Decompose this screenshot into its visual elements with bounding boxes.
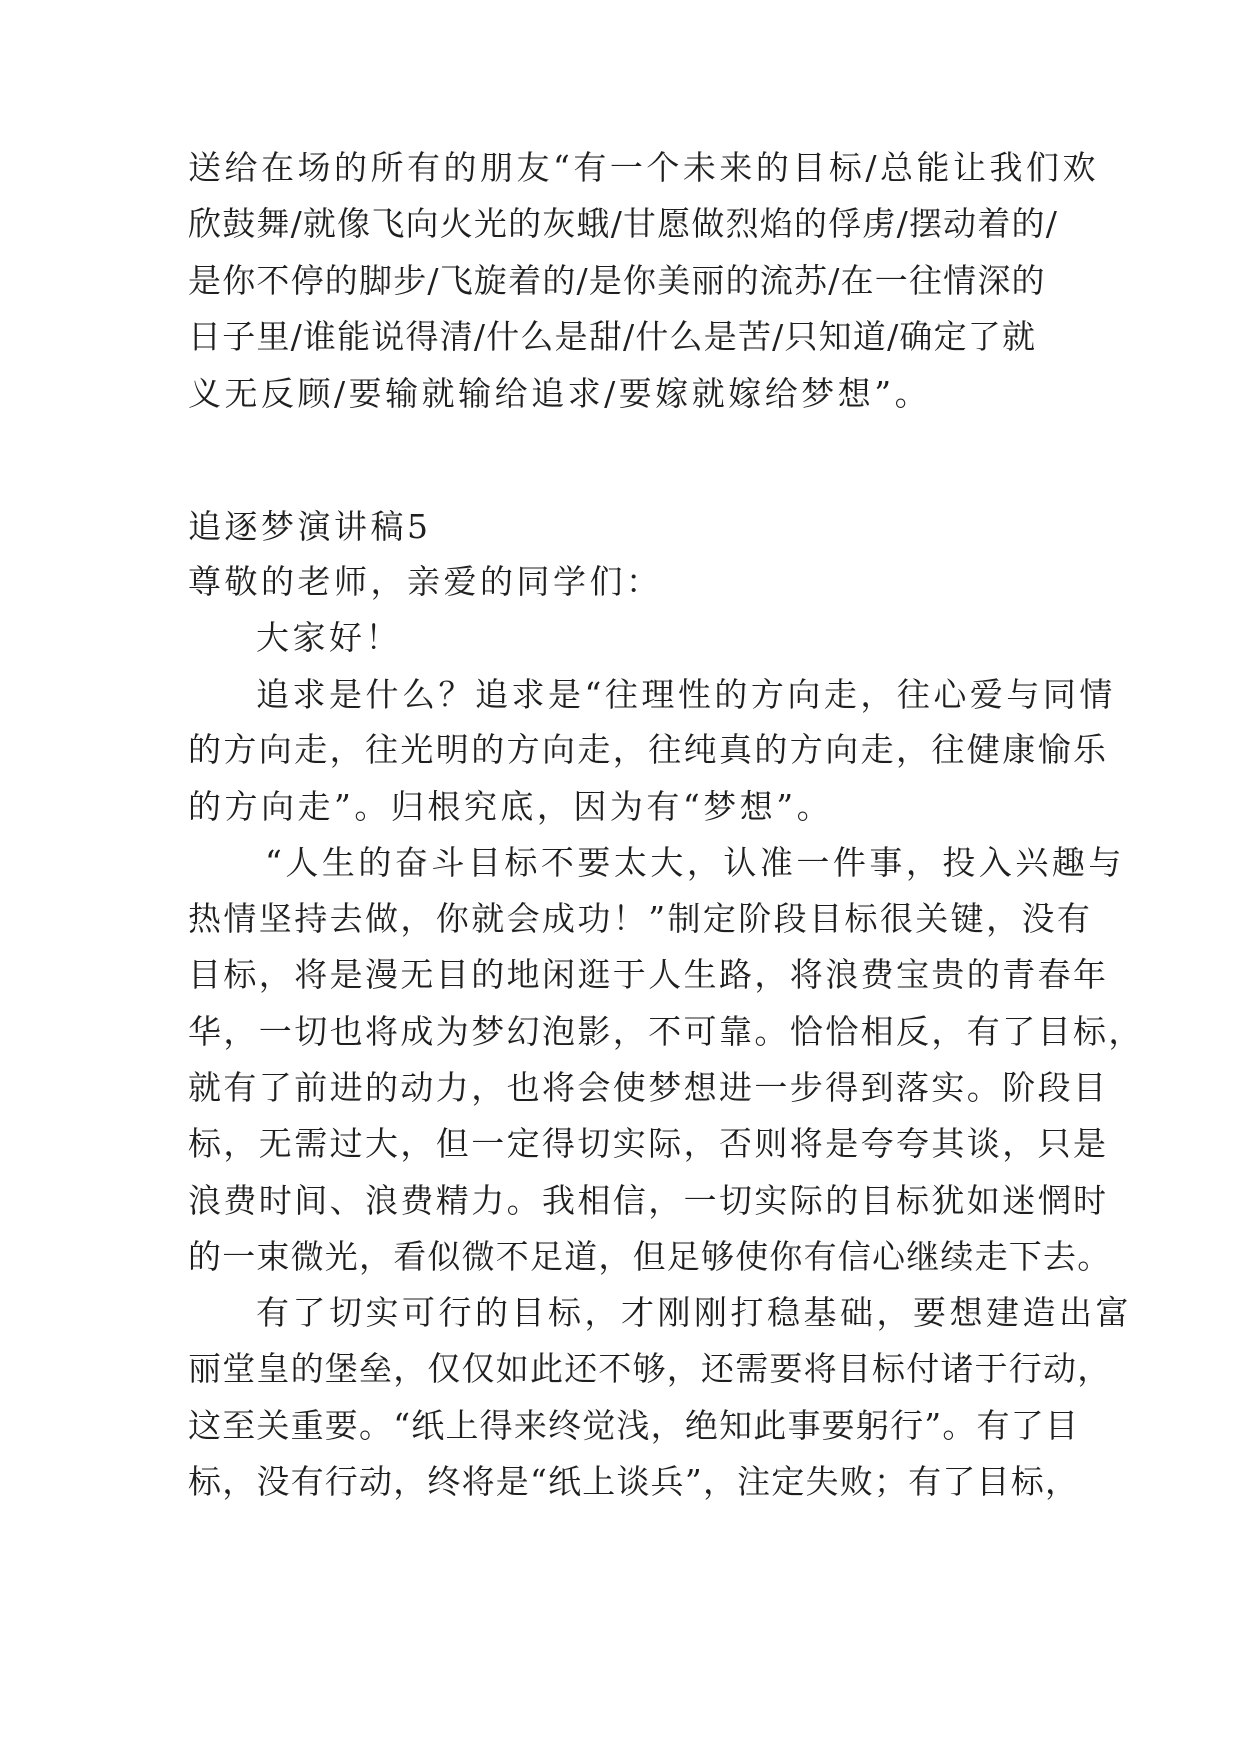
text-line: 的方向走，往光明的方向走，往纯真的方向走，往健康愉乐 (188, 730, 1109, 769)
text-line: “人生的奋斗目标不要太大，认准一件事，投入兴趣与 (265, 843, 1125, 882)
text-line: 追求是什么？追求是“往理性的方向走，往心爱与同情 (256, 675, 1116, 714)
text-line: 标，无需过大，但一定得切实际，否则将是夸夸其谈，只是 (188, 1124, 1109, 1163)
text-line: 日子里/谁能说得清/什么是甜/什么是苦/只知道/确定了就 (188, 317, 1037, 356)
text-line: 送给在场的所有的朋友“有一个未来的目标/总能让我们欢 (188, 148, 1099, 187)
text-line: 欣鼓舞/就像飞向火光的灰蛾/甘愿做烈焰的俘虏/摆动着的/ (188, 204, 1059, 243)
text-line: 丽堂皇的堡垒，仅仅如此还不够，还需要将目标付诸于行动， (188, 1349, 1112, 1388)
text-line: 浪费时间、浪费精力。我相信，一切实际的目标犹如迷惘时 (188, 1181, 1109, 1220)
text-line: 这至关重要。“纸上得来终觉浅，绝知此事要躬行”。有了目 (188, 1406, 1080, 1445)
text-line: 标，没有行动，终将是“纸上谈兵”，注定失败；有了目标， (188, 1462, 1080, 1501)
text-line: 是你不停的脚步/飞旋着的/是你美丽的流苏/在一往情深的 (188, 261, 1046, 300)
section-title: 追逐梦演讲稿5 (188, 507, 432, 546)
text-line: 目标，将是漫无目的地闲逛于人生路，将浪费宝贵的青春年 (188, 955, 1109, 994)
text-line: 的方向走”。归根究底，因为有“梦想”。 (188, 787, 834, 826)
salutation: 尊敬的老师，亲爱的同学们： (188, 562, 663, 601)
text-line: 的一束微光，看似微不足道，但足够使你有信心继续走下去。 (188, 1237, 1112, 1276)
text-line: 华，一切也将成为梦幻泡影，不可靠。恰恰相反，有了目标， (188, 1012, 1144, 1051)
text-line: 义无反顾/要输就输给追求/要嫁就嫁给梦想”。 (188, 374, 932, 413)
text-line: 热情坚持去做，你就会成功！”制定阶段目标很关键，没有 (188, 899, 1093, 938)
text-line: 就有了前进的动力，也将会使梦想进一步得到落实。阶段目 (188, 1068, 1109, 1107)
text-line: 有了切实可行的目标，才刚刚打稳基础，要想建造出富 (256, 1293, 1132, 1332)
greeting: 大家好！ (256, 618, 402, 657)
